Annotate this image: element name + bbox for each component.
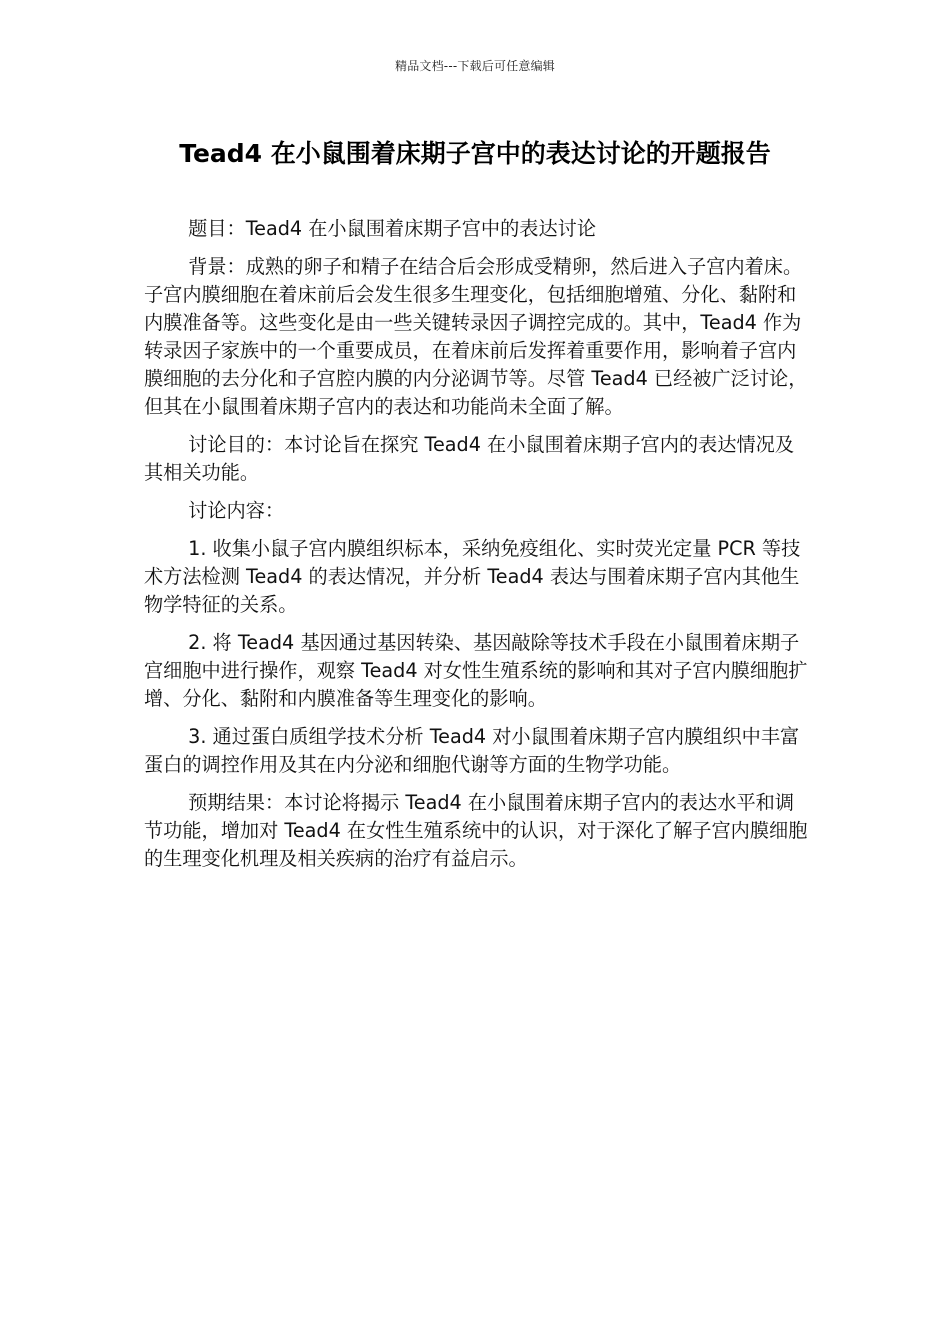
document-title: Tead4 在小鼠围着床期子宫中的表达讨论的开题报告 [179,139,771,168]
paragraph-background: 背景：成熟的卵子和精子在结合后会形成受精卵，然后进入子宫内着床。子宫内膜细胞在着床前后会发生很多生理变化，包括细胞增殖、分化、黏附和内膜准备等。这些变化是由一些关键转录因子调控完成的。其中，Tead4 作为转录因子家族中的一个重要成员，在着床前后发挥着重要作用，影响着子宫内膜细胞的去分化和子宫腔内膜的内分泌调节等。尽管 Tead4 已经被广泛讨论，但其在小鼠围着床期子宫内的表达和功能尚未全面了解。 [144,255,808,418]
paragraph-content-heading: 讨论内容： [188,499,285,522]
paragraph-expected: 预期结果：本讨论将揭示 Tead4 在小鼠围着床期子宫内的表达水平和调节功能，增加对 Tead4 在女性生殖系统中的认识，对于深化了解子宫内膜细胞的生理变化机理及相关疾病的治疗有益启示。 [144,791,808,870]
paragraph-item-3: 3. 通过蛋白质组学技术分析 Tead4 对小鼠围着床期子宫内膜组织中丰富蛋白的调控作用及其在内分泌和细胞代谢等方面的生物学功能。 [144,725,800,776]
document-body [144,215,810,883]
paragraph-purpose: 讨论目的：本讨论旨在探究 Tead4 在小鼠围着床期子宫内的表达情况及其相关功能。 [144,433,795,484]
header-note: 精品文档---下载后可任意编辑 [395,59,555,73]
paragraph-item-2: 2. 将 Tead4 基因通过基因转染、基因敲除等技术手段在小鼠围着床期子宫细胞中进行操作，观察 Tead4 对女性生殖系统的影响和其对子宫内膜细胞扩增、分化、黏附和内膜准备等生理变化的影响。 [144,631,808,710]
paragraph-item-1: 1. 收集小鼠子宫内膜组织标本，采纳免疫组化、实时荧光定量 PCR 等技术方法检测 Tead4 的表达情况，并分析 Tead4 表达与围着床期子宫内其他生物学特征的关系。 [144,537,801,616]
paragraph-topic: 题目：Tead4 在小鼠围着床期子宫中的表达讨论 [188,217,597,240]
